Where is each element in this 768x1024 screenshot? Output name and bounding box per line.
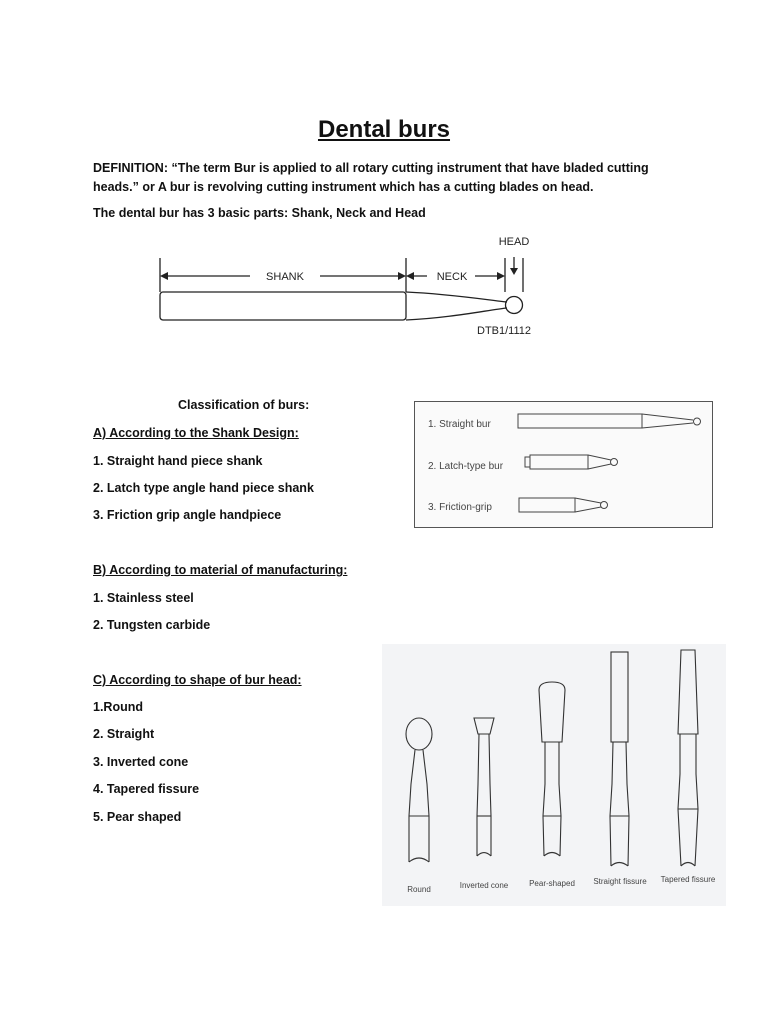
list-item: 3. Friction grip angle handpiece xyxy=(93,508,282,522)
neck-label: NECK xyxy=(436,271,468,283)
shape-label-pear-shaped: Pear-shaped xyxy=(529,879,575,888)
list-item: 3. Inverted cone xyxy=(93,755,189,769)
diagram-code-label: DTB1/1112 xyxy=(477,325,532,337)
shank-types-drawing xyxy=(415,402,712,527)
head-label: HEAD xyxy=(498,236,530,248)
shape-label-straight-fissure: Straight fissure xyxy=(593,877,647,886)
definition-text: DEFINITION: “The term Bur is applied to all rotary cutting instrument that have bladed cutting heads.” or A bur is revolving cutting instrument which has a cutting blades on head. xyxy=(93,161,649,194)
shape-label-inverted-cone: Inverted cone xyxy=(459,881,509,890)
shape-label-tapered-fissure: Tapered fissure xyxy=(660,875,716,884)
shank-design-heading: A) According to the Shank Design: xyxy=(93,426,299,440)
list-item: 1. Stainless steel xyxy=(93,591,194,605)
shank-type-label: 3. Friction-grip xyxy=(428,502,492,513)
classification-heading: Classification of burs: xyxy=(178,398,310,412)
head-shape-heading: C) According to shape of bur head: xyxy=(93,673,302,687)
page-title: Dental burs xyxy=(317,116,451,143)
basic-parts-text: The dental bur has 3 basic parts: Shank, Neck and Head xyxy=(93,206,426,220)
list-item: 2. Tungsten carbide xyxy=(93,618,211,632)
list-item: 2. Latch type angle hand piece shank xyxy=(93,481,314,495)
head-shapes-drawing xyxy=(382,644,726,906)
list-item: 1. Straight hand piece shank xyxy=(93,454,263,468)
list-item: 1.Round xyxy=(93,700,143,714)
bur-parts-diagram xyxy=(150,230,550,345)
material-heading: B) According to material of manufacturing: xyxy=(93,563,348,577)
head-shapes-figure xyxy=(382,644,726,906)
shank-type-label: 1. Straight bur xyxy=(428,419,491,430)
list-item: 2. Straight xyxy=(93,727,155,741)
shank-types-figure xyxy=(414,401,713,528)
shank-label: SHANK xyxy=(266,271,304,283)
list-item: 4. Tapered fissure xyxy=(93,782,200,796)
shank-type-label: 2. Latch-type bur xyxy=(428,461,504,472)
shape-label-round: Round xyxy=(407,885,431,894)
list-item: 5. Pear shaped xyxy=(93,810,182,824)
